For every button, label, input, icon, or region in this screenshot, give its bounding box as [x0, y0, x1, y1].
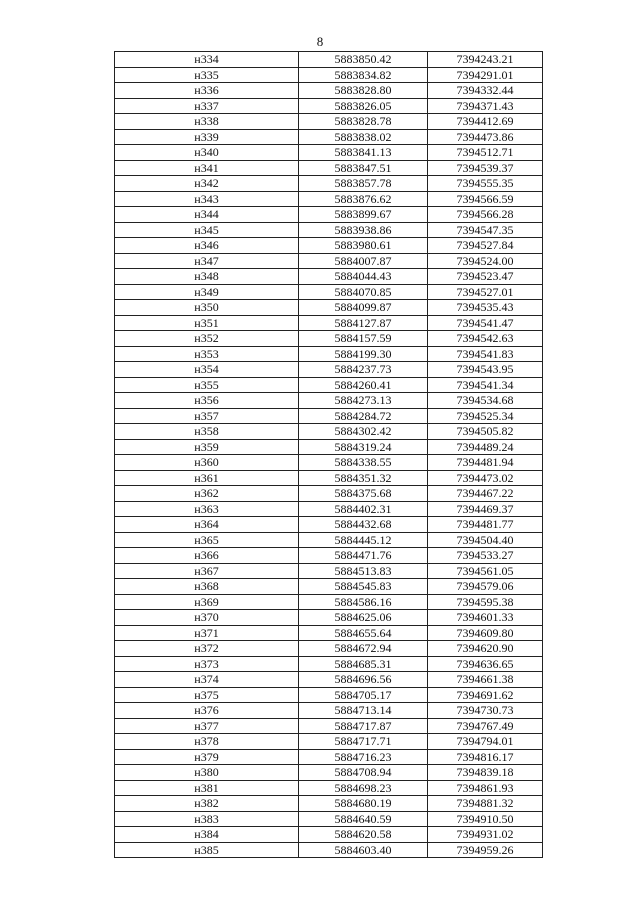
table-row	[115, 362, 543, 378]
table-row	[115, 253, 543, 269]
point-id-cell: н346	[115, 238, 299, 254]
point-id-cell: н358	[115, 424, 299, 440]
point-id-cell: н334	[115, 52, 299, 68]
x-coordinate-cell: 5884099.87	[299, 300, 428, 316]
coordinates-table	[114, 51, 543, 858]
x-coordinate-cell: 5884717.87	[299, 718, 428, 734]
point-id-cell: н380	[115, 765, 299, 781]
x-coordinate-cell: 5884044.43	[299, 269, 428, 285]
table-row	[115, 718, 543, 734]
point-id-cell: н373	[115, 656, 299, 672]
x-coordinate-cell: 5884685.31	[299, 656, 428, 672]
y-coordinate-cell: 7394601.33	[428, 610, 543, 626]
y-coordinate-cell: 7394243.21	[428, 52, 543, 68]
x-coordinate-cell: 5884260.41	[299, 377, 428, 393]
table-row	[115, 377, 543, 393]
table-row	[115, 517, 543, 533]
x-coordinate-cell: 5884284.72	[299, 408, 428, 424]
table-row	[115, 842, 543, 858]
table-row	[115, 114, 543, 130]
y-coordinate-cell: 7394861.93	[428, 780, 543, 796]
point-id-cell: н384	[115, 827, 299, 843]
x-coordinate-cell: 5883847.51	[299, 160, 428, 176]
table-row	[115, 346, 543, 362]
x-coordinate-cell: 5883850.42	[299, 52, 428, 68]
y-coordinate-cell: 7394534.68	[428, 393, 543, 409]
table-row	[115, 83, 543, 99]
table-row	[115, 207, 543, 223]
table-row	[115, 176, 543, 192]
point-id-cell: н360	[115, 455, 299, 471]
x-coordinate-cell: 5883841.13	[299, 145, 428, 161]
table-row	[115, 734, 543, 750]
x-coordinate-cell: 5884620.58	[299, 827, 428, 843]
table-row	[115, 315, 543, 331]
y-coordinate-cell: 7394543.95	[428, 362, 543, 378]
y-coordinate-cell: 7394291.01	[428, 67, 543, 83]
table-row	[115, 579, 543, 595]
y-coordinate-cell: 7394767.49	[428, 718, 543, 734]
y-coordinate-cell: 7394412.69	[428, 114, 543, 130]
point-id-cell: н341	[115, 160, 299, 176]
x-coordinate-cell: 5884157.59	[299, 331, 428, 347]
y-coordinate-cell: 7394931.02	[428, 827, 543, 843]
table-row	[115, 796, 543, 812]
x-coordinate-cell: 5883838.02	[299, 129, 428, 145]
x-coordinate-cell: 5884070.85	[299, 284, 428, 300]
x-coordinate-cell: 5884680.19	[299, 796, 428, 812]
table-row	[115, 67, 543, 83]
x-coordinate-cell: 5884237.73	[299, 362, 428, 378]
point-id-cell: н354	[115, 362, 299, 378]
y-coordinate-cell: 7394881.32	[428, 796, 543, 812]
table-row	[115, 145, 543, 161]
y-coordinate-cell: 7394555.35	[428, 176, 543, 192]
y-coordinate-cell: 7394527.01	[428, 284, 543, 300]
y-coordinate-cell: 7394595.38	[428, 594, 543, 610]
table-row	[115, 269, 543, 285]
point-id-cell: н356	[115, 393, 299, 409]
y-coordinate-cell: 7394636.65	[428, 656, 543, 672]
point-id-cell: н347	[115, 253, 299, 269]
point-id-cell: н378	[115, 734, 299, 750]
table-row	[115, 672, 543, 688]
y-coordinate-cell: 7394481.77	[428, 517, 543, 533]
y-coordinate-cell: 7394794.01	[428, 734, 543, 750]
point-id-cell: н350	[115, 300, 299, 316]
x-coordinate-cell: 5884007.87	[299, 253, 428, 269]
x-coordinate-cell: 5884199.30	[299, 346, 428, 362]
y-coordinate-cell: 7394481.94	[428, 455, 543, 471]
y-coordinate-cell: 7394489.24	[428, 439, 543, 455]
y-coordinate-cell: 7394839.18	[428, 765, 543, 781]
x-coordinate-cell: 5884625.06	[299, 610, 428, 626]
point-id-cell: н335	[115, 67, 299, 83]
x-coordinate-cell: 5884640.59	[299, 811, 428, 827]
y-coordinate-cell: 7394566.59	[428, 191, 543, 207]
y-coordinate-cell: 7394579.06	[428, 579, 543, 595]
y-coordinate-cell: 7394547.35	[428, 222, 543, 238]
table-row	[115, 408, 543, 424]
table-row	[115, 749, 543, 765]
y-coordinate-cell: 7394661.38	[428, 672, 543, 688]
y-coordinate-cell: 7394816.17	[428, 749, 543, 765]
point-id-cell: н352	[115, 331, 299, 347]
point-id-cell: н382	[115, 796, 299, 812]
point-id-cell: н357	[115, 408, 299, 424]
x-coordinate-cell: 5884513.83	[299, 563, 428, 579]
table-row	[115, 548, 543, 564]
point-id-cell: н364	[115, 517, 299, 533]
y-coordinate-cell: 7394561.05	[428, 563, 543, 579]
y-coordinate-cell: 7394371.43	[428, 98, 543, 114]
table-row	[115, 393, 543, 409]
table-row	[115, 703, 543, 719]
x-coordinate-cell: 5884705.17	[299, 687, 428, 703]
y-coordinate-cell: 7394541.34	[428, 377, 543, 393]
table-row	[115, 625, 543, 641]
point-id-cell: н375	[115, 687, 299, 703]
point-id-cell: н361	[115, 470, 299, 486]
y-coordinate-cell: 7394542.63	[428, 331, 543, 347]
y-coordinate-cell: 7394609.80	[428, 625, 543, 641]
y-coordinate-cell: 7394541.47	[428, 315, 543, 331]
point-id-cell: н340	[115, 145, 299, 161]
y-coordinate-cell: 7394527.84	[428, 238, 543, 254]
x-coordinate-cell: 5884432.68	[299, 517, 428, 533]
x-coordinate-cell: 5884696.56	[299, 672, 428, 688]
x-coordinate-cell: 5884717.71	[299, 734, 428, 750]
point-id-cell: н381	[115, 780, 299, 796]
y-coordinate-cell: 7394730.73	[428, 703, 543, 719]
x-coordinate-cell: 5884375.68	[299, 486, 428, 502]
table-row	[115, 827, 543, 843]
table-row	[115, 765, 543, 781]
point-id-cell: н379	[115, 749, 299, 765]
x-coordinate-cell: 5884603.40	[299, 842, 428, 858]
point-id-cell: н369	[115, 594, 299, 610]
point-id-cell: н345	[115, 222, 299, 238]
y-coordinate-cell: 7394332.44	[428, 83, 543, 99]
point-id-cell: н338	[115, 114, 299, 130]
y-coordinate-cell: 7394469.37	[428, 501, 543, 517]
point-id-cell: н353	[115, 346, 299, 362]
point-id-cell: н374	[115, 672, 299, 688]
point-id-cell: н355	[115, 377, 299, 393]
x-coordinate-cell: 5884445.12	[299, 532, 428, 548]
x-coordinate-cell: 5884338.55	[299, 455, 428, 471]
y-coordinate-cell: 7394467.22	[428, 486, 543, 502]
x-coordinate-cell: 5884586.16	[299, 594, 428, 610]
x-coordinate-cell: 5884127.87	[299, 315, 428, 331]
table-row	[115, 238, 543, 254]
x-coordinate-cell: 5884273.13	[299, 393, 428, 409]
table-row	[115, 563, 543, 579]
x-coordinate-cell: 5883899.67	[299, 207, 428, 223]
point-id-cell: н342	[115, 176, 299, 192]
x-coordinate-cell: 5883826.05	[299, 98, 428, 114]
point-id-cell: н362	[115, 486, 299, 502]
y-coordinate-cell: 7394473.86	[428, 129, 543, 145]
point-id-cell: н336	[115, 83, 299, 99]
table-row	[115, 610, 543, 626]
x-coordinate-cell: 5883828.80	[299, 83, 428, 99]
x-coordinate-cell: 5883876.62	[299, 191, 428, 207]
table-row	[115, 486, 543, 502]
point-id-cell: н370	[115, 610, 299, 626]
table-row	[115, 98, 543, 114]
x-coordinate-cell: 5884655.64	[299, 625, 428, 641]
point-id-cell: н365	[115, 532, 299, 548]
table-row	[115, 52, 543, 68]
x-coordinate-cell: 5884716.23	[299, 749, 428, 765]
point-id-cell: н359	[115, 439, 299, 455]
y-coordinate-cell: 7394504.40	[428, 532, 543, 548]
x-coordinate-cell: 5884708.94	[299, 765, 428, 781]
point-id-cell: н372	[115, 641, 299, 657]
y-coordinate-cell: 7394512.71	[428, 145, 543, 161]
table-row	[115, 191, 543, 207]
point-id-cell: н351	[115, 315, 299, 331]
y-coordinate-cell: 7394566.28	[428, 207, 543, 223]
x-coordinate-cell: 5883980.61	[299, 238, 428, 254]
table-row	[115, 641, 543, 657]
x-coordinate-cell: 5884351.32	[299, 470, 428, 486]
point-id-cell: н368	[115, 579, 299, 595]
y-coordinate-cell: 7394523.47	[428, 269, 543, 285]
point-id-cell: н377	[115, 718, 299, 734]
x-coordinate-cell: 5883828.78	[299, 114, 428, 130]
x-coordinate-cell: 5884545.83	[299, 579, 428, 595]
table-row	[115, 594, 543, 610]
point-id-cell: н344	[115, 207, 299, 223]
y-coordinate-cell: 7394533.27	[428, 548, 543, 564]
point-id-cell: н376	[115, 703, 299, 719]
point-id-cell: н385	[115, 842, 299, 858]
x-coordinate-cell: 5883938.86	[299, 222, 428, 238]
point-id-cell: н366	[115, 548, 299, 564]
table-row	[115, 222, 543, 238]
table-row	[115, 501, 543, 517]
table-row	[115, 470, 543, 486]
table-row	[115, 284, 543, 300]
table-row	[115, 300, 543, 316]
x-coordinate-cell: 5884713.14	[299, 703, 428, 719]
table-row	[115, 129, 543, 145]
y-coordinate-cell: 7394535.43	[428, 300, 543, 316]
table-row	[115, 532, 543, 548]
y-coordinate-cell: 7394505.82	[428, 424, 543, 440]
x-coordinate-cell: 5884672.94	[299, 641, 428, 657]
point-id-cell: н371	[115, 625, 299, 641]
x-coordinate-cell: 5884402.31	[299, 501, 428, 517]
table-row	[115, 656, 543, 672]
table-row	[115, 439, 543, 455]
x-coordinate-cell: 5884319.24	[299, 439, 428, 455]
table-row	[115, 811, 543, 827]
point-id-cell: н343	[115, 191, 299, 207]
coordinates-table-body	[115, 52, 543, 858]
y-coordinate-cell: 7394473.02	[428, 470, 543, 486]
point-id-cell: н348	[115, 269, 299, 285]
y-coordinate-cell: 7394691.62	[428, 687, 543, 703]
y-coordinate-cell: 7394959.26	[428, 842, 543, 858]
table-row	[115, 331, 543, 347]
x-coordinate-cell: 5884698.23	[299, 780, 428, 796]
x-coordinate-cell: 5884471.76	[299, 548, 428, 564]
page-number: 8	[316, 34, 324, 49]
table-row	[115, 424, 543, 440]
y-coordinate-cell: 7394541.83	[428, 346, 543, 362]
point-id-cell: н337	[115, 98, 299, 114]
y-coordinate-cell: 7394620.90	[428, 641, 543, 657]
point-id-cell: н367	[115, 563, 299, 579]
point-id-cell: н383	[115, 811, 299, 827]
table-row	[115, 687, 543, 703]
point-id-cell: н363	[115, 501, 299, 517]
y-coordinate-cell: 7394525.34	[428, 408, 543, 424]
y-coordinate-cell: 7394524.00	[428, 253, 543, 269]
table-row	[115, 160, 543, 176]
table-row	[115, 780, 543, 796]
x-coordinate-cell: 5883834.82	[299, 67, 428, 83]
table-row	[115, 455, 543, 471]
point-id-cell: н339	[115, 129, 299, 145]
x-coordinate-cell: 5883857.78	[299, 176, 428, 192]
x-coordinate-cell: 5884302.42	[299, 424, 428, 440]
point-id-cell: н349	[115, 284, 299, 300]
y-coordinate-cell: 7394539.37	[428, 160, 543, 176]
y-coordinate-cell: 7394910.50	[428, 811, 543, 827]
